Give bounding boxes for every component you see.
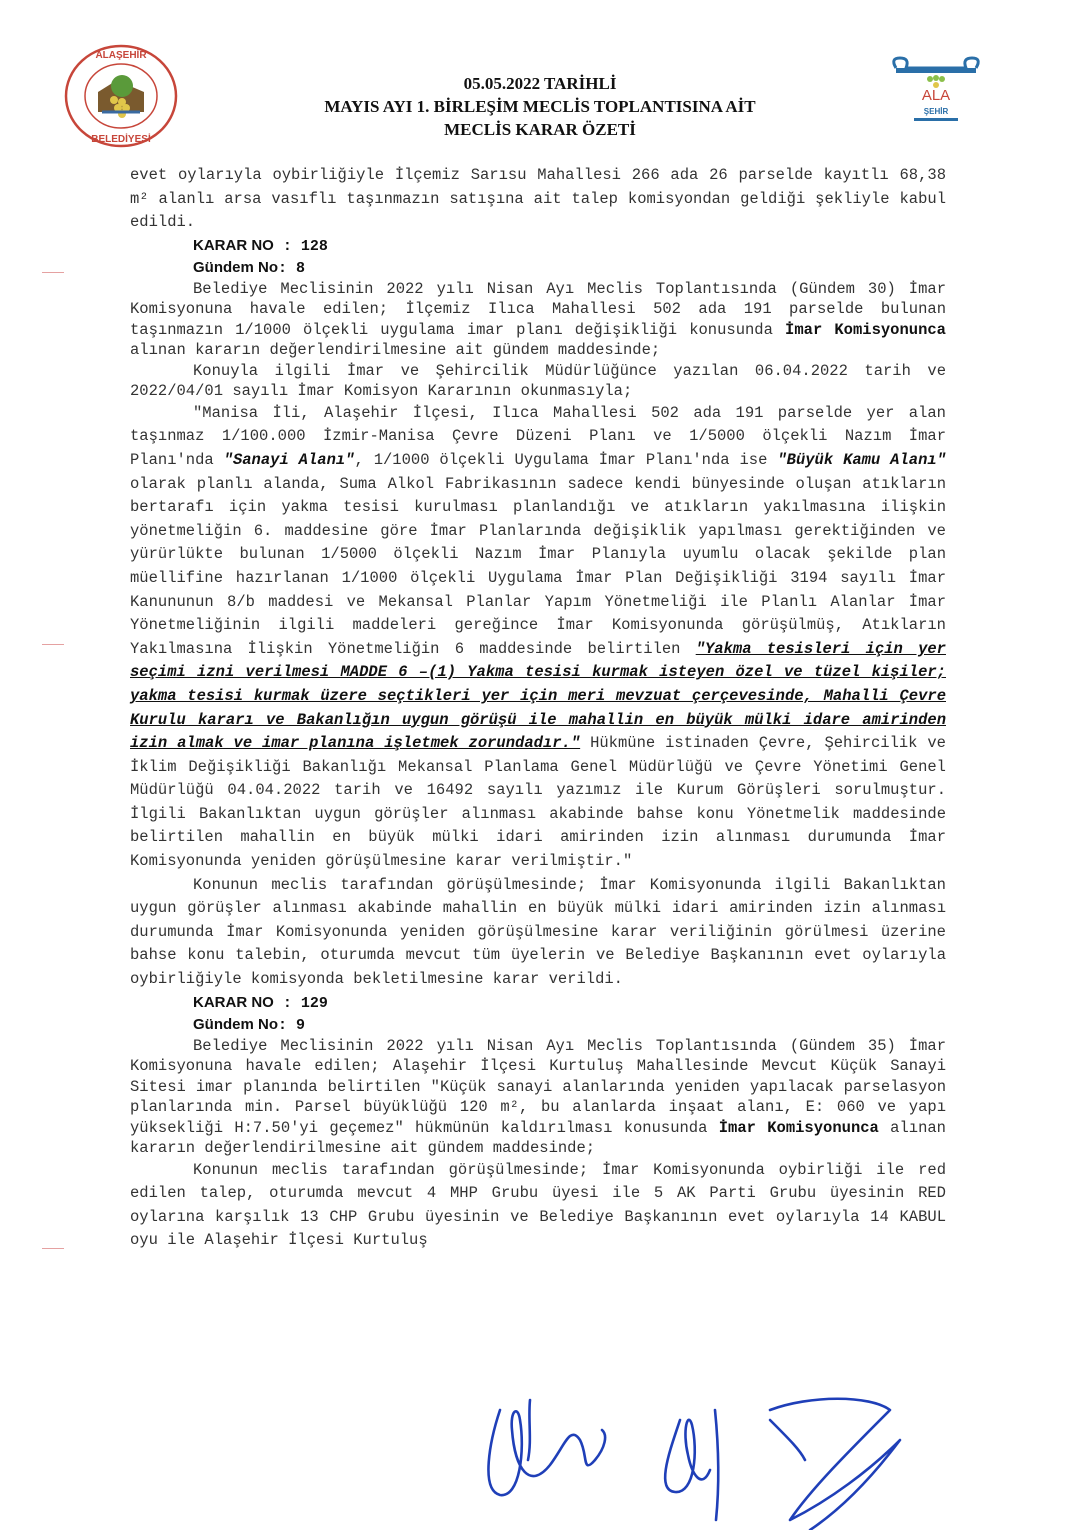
header-date-line: 05.05.2022 TARİHLİ <box>463 74 617 93</box>
gundem-no-label: Gündem No <box>193 258 278 276</box>
svg-text:ŞEHİR: ŞEHİR <box>923 107 949 116</box>
sanayi-alani-term: "Sanayi Alanı" <box>223 450 355 469</box>
karar-no-value: : 128 <box>282 237 328 255</box>
document-header <box>240 72 840 141</box>
paragraph-commission-decision: "Manisa İli, Alaşehir İlçesi, Ilıca Mahallesi 502 ada 191 parselde yer alan taşınmaz 1/100.000 İzmir-Manisa Çevre Düzeni Planı ve 1/5000 ölçekli Nazım İmar Planı'nda "Sanayi Alanı", 1/1000 ölçekli Uygulama İmar Planı'nda ise "Büyük Kamu Alanı" olarak planlı alanda, Suma Alkol Fabrikasının sadece kendi bünyesinde oluşan atıkların bertarafı için yakma tesisi kurulması planlandığı ve atıkların yakılmasına ilişkin yönetmeliğin 6. maddesine göre İmar Planlarında değişiklik yapılması gerektiğinden ve yürürlükte bulunan 1/5000 ölçekli Nazım İmar Planıyla uyumlu olacak şekilde plan müellifine hazırlanan 1/1000 ölçekli Uygulama İmar Plan Değişikliği 3194 sayılı İmar Kanununun 8/b maddesi ve Mekansal Planlar Yapım Yönetmeliği ile Planlı Alanlar İmar Yönetmeliğinin ilgili maddeleri gereğince İmar Komisyonunda görüşülmüş, Atıkların Yakılmasına İlişkin Yönetmeliğin 6 maddesinde belirtilen "Yakma tesisleri için yer seçimi izni verilmesi MADDE 6 –(1) Yakma tesisi kurmak isteyen özel ve tüzel kişiler; yakma tesisi kurmak üzere seçtikleri yer için meri mevzuat çerçevesinde, Mahalli Çevre Kurulu kararı ve Bakanlığın uygun görüşü ile mahallin en büyük mülki idare amirinden izin almak ve imar planına işletmek zorundadır." Hükmüne istinaden Çevre, Şehircilik ve İklim Değişikliği Bakanlığı Mekansal Planlama Genel Müdürlüğü ve Çevre Yönetimi Genel Müdürlüğü 04.04.2022 tarih ve 16492 sayılı yazımız ile Kurum Görüşleri sorulmuştur. İlgili Bakanlıktan uygun görüşler alınması akabinde bahse konu Yönetmelik maddesinde belirtilen mahallin en büyük mülki idari amirinden izin alınması durumunda İmar Komisyonunda yeniden görüşülmesine karar verilmiştir." <box>130 403 946 871</box>
gundem-no-value: : 9 <box>278 1016 306 1034</box>
imar-komisyonunca-bold: İmar Komisyonunca <box>785 320 946 339</box>
decision-header-129 <box>193 992 946 1036</box>
decision-header-128 <box>193 235 946 279</box>
header-meeting-line: MAYIS AYI 1. BİRLEŞİM MECLİS TOPLANTISINA AİT <box>324 97 756 116</box>
header-title-line: MECLİS KARAR ÖZETİ <box>444 120 636 139</box>
svg-text:ALAŞEHİR: ALAŞEHİR <box>95 50 147 61</box>
paragraph-agenda-8: Belediye Meclisinin 2022 yılı Nisan Ayı Meclis Toplantısında (Gündem 30) İmar Komisyonuna havale edilen; İlçemiz Ilıca Mahallesi 502 ada 191 parselde bulunan taşınmazın 1/1000 ölçekli uygulama imar planı değişikliği konusunda İmar Komisyonunca alınan kararın değerlendirilmesine ait gündem maddesinde; <box>130 279 946 360</box>
gundem-no-value: : 8 <box>278 259 306 277</box>
buyuk-kamu-alani-term: "Büyük Kamu Alanı" <box>777 450 946 469</box>
paragraph-commission-reading: Konuyla ilgili İmar ve Şehircilik Müdürlüğünce yazılan 06.04.2022 tarih ve 2022/04/01 sayılı İmar Komisyon Kararının okunmasıyla; <box>130 361 946 401</box>
margin-mark <box>42 272 64 273</box>
alasehir-belediyesi-seal-icon <box>62 42 180 150</box>
svg-text:ALA: ALA <box>921 87 951 104</box>
margin-mark <box>42 1248 64 1249</box>
regulation-quote: "Yakma tesisleri için yer seçimi izni verilmesi MADDE 6 –(1) Yakma tesisi kurmak isteyen özel ve tüzel kişiler; yakma tesisi kurmak üzere seçtikleri yer için meri mevzuat çerçevesinde, Mahalli Çevre Kurulu kararı ve Bakanlığın uygun görüşü ile mahallin en büyük mülki idare amirinden izin almak ve imar planına işletmek zorundadır." <box>130 639 946 753</box>
ala-sehir-column-logo-icon <box>888 56 984 128</box>
karar-no-label: KARAR NO <box>193 236 274 254</box>
paragraph-sale-decision: evet oylarıyla oybirliğiyle İlçemiz Sarısu Mahallesi 266 ada 26 parselde kayıtlı 68,38 m² alanlı arsa vasıflı taşınmazın satışına ait talep komisyondan geldiği şekliyle kabul edildi. <box>130 166 946 232</box>
paragraph-council-decision-129: Konunun meclis tarafından görüşülmesinde; İmar Komisyonunda oybirliği ile red edilen talep, oturumda mevcut 4 MHP Grubu üyesi ile 5 AK Parti Grubu üyesinin RED oylarına karşılık 13 CHP Grubu üyesinin ve Belediye Başkanının evet oylarıyla 14 KABUL oyu ile Alaşehir İlçesi Kurtuluş <box>130 1160 946 1250</box>
imar-komisyonunca-bold: İmar Komisyonunca <box>718 1118 879 1137</box>
handwritten-signatures-icon <box>470 1380 930 1530</box>
paragraph-council-decision-128: Konunun meclis tarafından görüşülmesinde; İmar Komisyonunda ilgili Bakanlıktan uygun görüşler alınması akabinde mahallin en büyük mülki idari amirinden izin alınması durumunda İmar Komisyonunda yeniden görüşülmesine karar veriliğinin görülmesi üzerine bahse konu talebin, oturumda mevcut tüm üyelerin ve Belediye Başkanının evet oylarıyla oybirliğiyle komisyonda bekletilmesine karar verildi. <box>130 875 946 989</box>
karar-no-label: KARAR NO <box>193 993 274 1011</box>
gundem-no-label: Gündem No <box>193 1015 278 1033</box>
paragraph-agenda-9: Belediye Meclisinin 2022 yılı Nisan Ayı Meclis Toplantısında (Gündem 35) İmar Komisyonuna havale edilen; Alaşehir İlçesi Kurtuluş Mahallesinde Mevcut Küçük Sanayi Sitesi imar planında belirtilen "Küçük sanayi alanlarında yeniden yapılacak parselasyon planlarında min. Parsel büyüklüğü 120 m², bu alanlarda inşaat alanı, E: 060 ve yapı yüksekliği H:7.50'yi geçemez" hükmünün kaldırılması konusunda İmar Komisyonunca alınan kararın değerlendirilmesine ait gündem maddesinde; <box>130 1036 946 1158</box>
document-body <box>130 164 946 1253</box>
margin-mark <box>42 644 64 645</box>
karar-no-value: : 129 <box>282 994 328 1012</box>
svg-text:BELEDİYESİ: BELEDİYESİ <box>91 134 151 145</box>
